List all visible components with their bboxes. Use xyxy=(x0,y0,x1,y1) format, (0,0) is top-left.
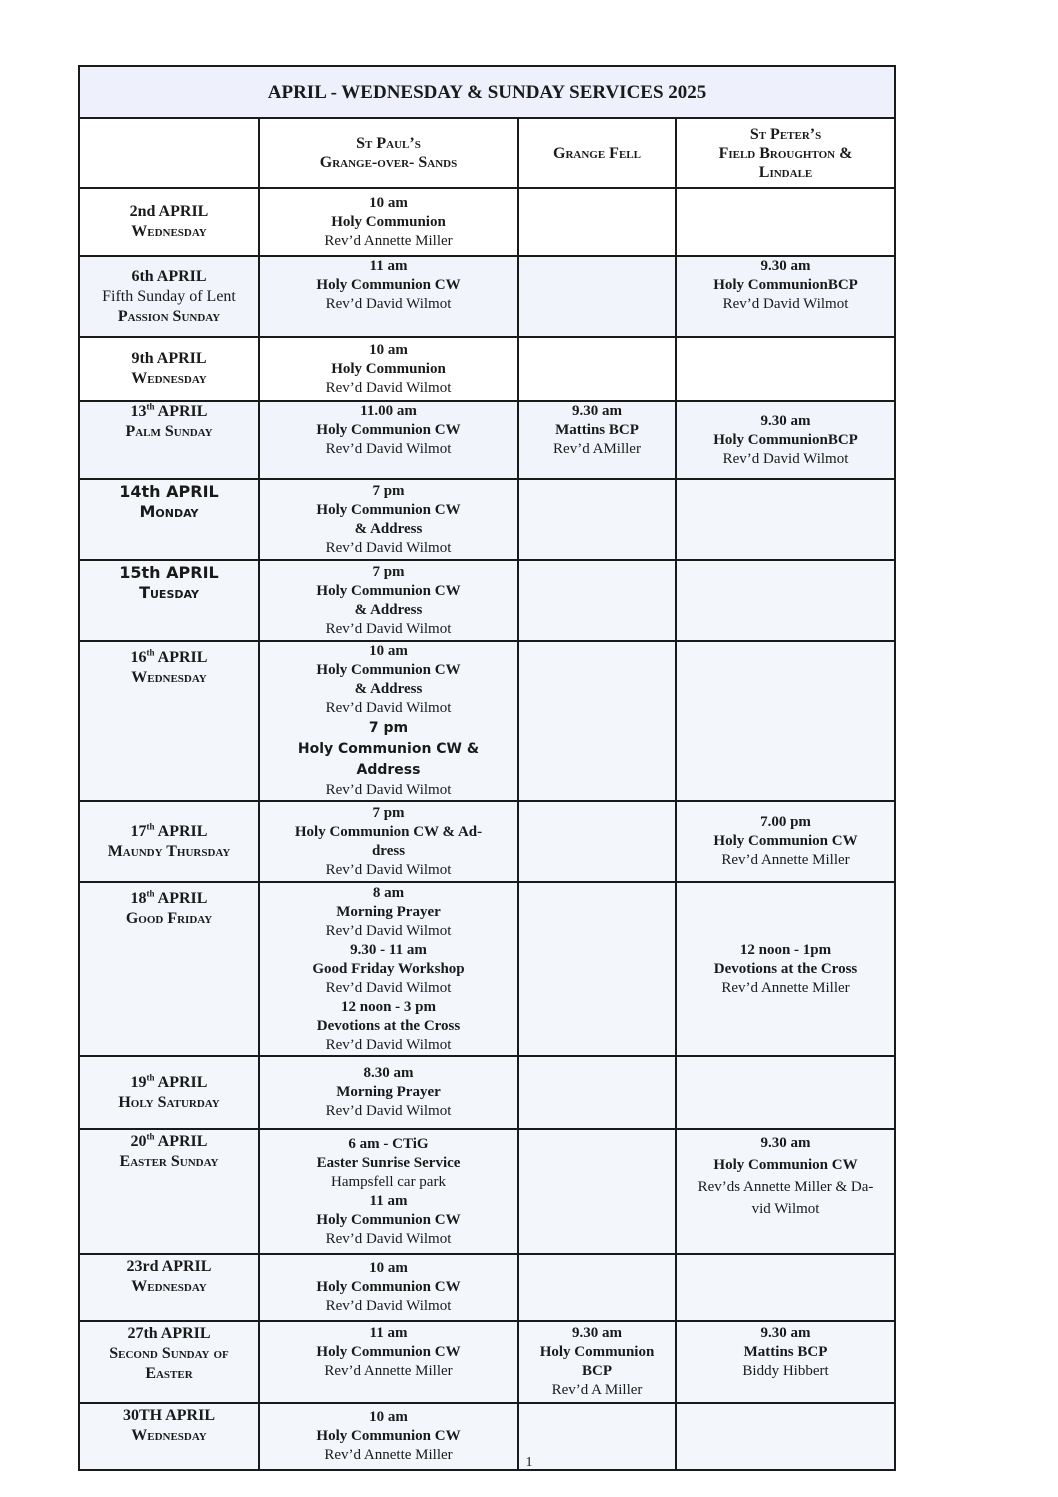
services-table xyxy=(78,65,896,1471)
table-row xyxy=(79,479,895,560)
st-peters-cell xyxy=(676,801,895,882)
date-number: 20 xyxy=(130,1133,147,1150)
table-row xyxy=(79,641,895,801)
day-label: Wednesday xyxy=(131,370,207,387)
service-name: Holy Communion CW & Address xyxy=(297,741,480,778)
officiant: Rev’d Annette Miller xyxy=(721,979,850,996)
service-name: Morning Prayer xyxy=(336,1084,441,1100)
st-pauls-cell xyxy=(259,882,518,1056)
date-label: 6th APRIL xyxy=(131,267,207,285)
table-title: APRIL - WEDNESDAY & SUNDAY SERVICES 2025 xyxy=(79,66,895,118)
service-time: 10 am xyxy=(369,194,408,211)
day-label: Wednesday xyxy=(131,223,207,240)
date-suffix: th xyxy=(146,1072,155,1083)
st-peters-cell xyxy=(676,1056,895,1129)
table-row xyxy=(79,256,895,337)
service-time: 10 am xyxy=(369,1260,408,1276)
table-row xyxy=(79,560,895,641)
date-label: 27th APRIL xyxy=(127,1325,211,1342)
st-pauls-cell xyxy=(259,1254,518,1321)
column-header-st-peters xyxy=(676,118,895,188)
service-name: Mattins BCP xyxy=(743,1344,828,1360)
date-number: 16 xyxy=(130,649,147,666)
service-time: 12 noon - 3 pm xyxy=(340,998,437,1015)
st-peters-cell xyxy=(676,256,895,337)
officiant: Rev’d David Wilmot xyxy=(325,441,452,457)
service-time: 10 am xyxy=(369,1409,408,1425)
service-time: 7 pm xyxy=(372,804,405,821)
st-peters-cell xyxy=(676,479,895,560)
st-pauls-cell xyxy=(259,337,518,401)
date-cell xyxy=(79,1129,259,1254)
date-number: 19 xyxy=(130,1073,147,1091)
service-time: 10 am xyxy=(369,341,408,358)
grange-fell-cell xyxy=(518,1321,676,1403)
service-location: Hampsfell car park xyxy=(331,1173,446,1190)
officiant-cont: vid Wilmot xyxy=(751,1201,820,1217)
st-pauls-cell xyxy=(259,560,518,641)
table-row xyxy=(79,1056,895,1129)
date-cell xyxy=(79,882,259,1056)
officiant: Rev’d David Wilmot xyxy=(325,379,452,396)
st-peters-cell xyxy=(676,337,895,401)
st-pauls-cell xyxy=(259,479,518,560)
date-month: APRIL xyxy=(154,890,208,907)
officiant: Rev’ds Annette Miller & Da- xyxy=(697,1179,874,1195)
service-name: Holy Communion CW xyxy=(316,1211,461,1228)
day-label: Monday xyxy=(139,502,199,521)
header-line: St Paul’s xyxy=(356,135,421,152)
date-label xyxy=(86,1073,252,1093)
service-name: Devotions at the Cross xyxy=(316,1017,461,1034)
date-cell xyxy=(79,337,259,401)
date-label xyxy=(86,889,252,909)
officiant: Rev’d David Wilmot xyxy=(325,861,452,878)
service-time: 8.30 am xyxy=(363,1065,414,1081)
service-time: 9.30 am xyxy=(760,258,811,274)
date-cell xyxy=(79,1056,259,1129)
service-time: 11 am xyxy=(369,1192,408,1209)
officiant: Rev’d David Wilmot xyxy=(325,700,452,716)
officiant: Rev’d David Wilmot xyxy=(325,539,452,556)
service-name-cont: dress xyxy=(371,842,406,859)
st-pauls-cell xyxy=(259,188,518,256)
st-peters-cell xyxy=(676,641,895,801)
service-name: Holy Communion CW xyxy=(713,1157,858,1173)
service-name: Holy Communion CW xyxy=(316,501,461,518)
service-name: Holy CommunionBCP xyxy=(713,277,858,293)
date-suffix: th xyxy=(146,647,155,658)
officiant: Biddy Hibbert xyxy=(742,1363,829,1379)
service-time: 7 pm xyxy=(372,482,405,499)
st-pauls-cell xyxy=(259,1056,518,1129)
service-time: 11 am xyxy=(369,1325,408,1341)
date-suffix: th xyxy=(146,821,155,832)
service-time: 7 pm xyxy=(368,720,409,736)
grange-fell-cell xyxy=(518,641,676,801)
st-peters-cell xyxy=(676,401,895,479)
st-pauls-cell xyxy=(259,801,518,882)
service-time: 7 pm xyxy=(372,563,405,580)
table-row xyxy=(79,882,895,1056)
date-cell xyxy=(79,479,259,560)
date-cell xyxy=(79,801,259,882)
grange-fell-cell xyxy=(518,337,676,401)
day-line: Fifth Sunday of Lent xyxy=(102,287,236,305)
grange-fell-cell xyxy=(518,882,676,1056)
date-cell xyxy=(79,401,259,479)
table-row xyxy=(79,1321,895,1403)
date-suffix: th xyxy=(146,401,155,412)
service-name: Holy CommunionBCP xyxy=(713,431,858,448)
st-peters-cell xyxy=(676,1129,895,1254)
grange-fell-cell xyxy=(518,560,676,641)
table-row xyxy=(79,1129,895,1254)
service-name: Good Friday Workshop xyxy=(312,960,465,977)
date-label xyxy=(86,1132,252,1152)
officiant: Rev’d David Wilmot xyxy=(325,782,452,798)
service-name: Holy Communion CW & Ad- xyxy=(294,823,483,840)
officiant: Rev’d Annette Miller xyxy=(324,1363,453,1379)
date-label: 30TH APRIL xyxy=(122,1407,215,1424)
table-row xyxy=(79,401,895,479)
officiant: Rev’d AMiller xyxy=(553,441,641,457)
date-label: 9th APRIL xyxy=(131,350,207,367)
date-month: APRIL xyxy=(154,403,208,420)
officiant: Rev’d David Wilmot xyxy=(325,1036,452,1053)
officiant: Rev’d A Miller xyxy=(551,1382,643,1398)
date-label xyxy=(86,648,252,668)
day-label-cont: Easter xyxy=(145,1365,193,1382)
service-name: Holy Communion CW xyxy=(316,1428,461,1444)
date-label xyxy=(86,402,252,422)
header-line: Field Broughton & xyxy=(718,144,853,162)
officiant: Rev’d David Wilmot xyxy=(722,450,849,467)
st-peters-cell xyxy=(676,1254,895,1321)
table-row xyxy=(79,337,895,401)
service-name: Holy Communion CW xyxy=(316,1344,461,1360)
service-name: Holy Communion xyxy=(331,360,446,377)
date-suffix: th xyxy=(146,1131,155,1142)
service-time: 11 am xyxy=(369,258,408,274)
grange-fell-cell xyxy=(518,801,676,882)
service-time: 9.30 am xyxy=(572,1325,622,1341)
column-header-date xyxy=(79,118,259,188)
day-label: Maundy Thursday xyxy=(107,842,231,860)
service-time: 8 am xyxy=(372,884,405,901)
service-name: Mattins BCP xyxy=(555,422,639,438)
column-header-st-pauls xyxy=(259,118,518,188)
date-label: 15th APRIL xyxy=(119,563,219,582)
officiant: Rev’d David Wilmot xyxy=(325,296,452,312)
date-label: 14th APRIL xyxy=(119,482,219,501)
service-time: 9.30 am xyxy=(760,1135,811,1151)
service-name: Devotions at the Cross xyxy=(713,960,858,977)
officiant: Rev’d David Wilmot xyxy=(325,1103,452,1119)
day-label: Wednesday xyxy=(131,669,207,686)
date-cell xyxy=(79,1321,259,1403)
service-name: Holy Communion CW xyxy=(316,1279,461,1295)
date-label: 23rd APRIL xyxy=(126,1258,212,1275)
st-peters-cell xyxy=(676,882,895,1056)
day-label: Palm Sunday xyxy=(125,423,213,440)
table-row xyxy=(79,188,895,256)
officiant: Rev’d David Wilmot xyxy=(325,1230,452,1247)
service-time: 10 am xyxy=(369,643,408,659)
officiant: Rev’d David Wilmot xyxy=(325,979,452,996)
date-month: APRIL xyxy=(154,649,208,666)
date-label: 2nd APRIL xyxy=(129,203,209,220)
service-name: Holy Communion xyxy=(331,213,446,230)
service-time: 9.30 am xyxy=(760,1325,811,1341)
header-line: Lindale xyxy=(758,163,813,181)
grange-fell-cell xyxy=(518,479,676,560)
officiant: Rev’d Annette Miller xyxy=(324,1447,453,1463)
date-cell xyxy=(79,1254,259,1321)
service-time: 11.00 am xyxy=(360,403,417,419)
st-peters-cell xyxy=(676,560,895,641)
date-cell xyxy=(79,188,259,256)
service-time: 6 am - CTiG xyxy=(348,1135,429,1152)
service-name: Holy Communion xyxy=(539,1344,655,1360)
st-peters-cell xyxy=(676,1321,895,1403)
date-month: APRIL xyxy=(154,1073,208,1091)
service-name-cont: BCP xyxy=(582,1363,612,1379)
date-label xyxy=(86,822,252,842)
service-time: 9.30 am xyxy=(760,412,811,429)
officiant: Rev’d David Wilmot xyxy=(325,1298,452,1314)
table-row xyxy=(79,801,895,882)
date-suffix: th xyxy=(146,888,155,899)
column-header-grange-fell: Grange Fell xyxy=(518,118,676,188)
day-label: Passion Sunday xyxy=(117,307,221,325)
date-cell xyxy=(79,256,259,337)
day-label: Second Sunday of xyxy=(109,1345,229,1362)
page-number: 1 xyxy=(525,1455,533,1470)
grange-fell-cell xyxy=(518,256,676,337)
header-line: Grange-over- Sands xyxy=(319,154,458,171)
grange-fell-cell xyxy=(518,1129,676,1254)
st-pauls-cell xyxy=(259,641,518,801)
day-label: Holy Saturday xyxy=(118,1093,220,1111)
officiant: Rev’d David Wilmot xyxy=(722,296,849,312)
service-name: Easter Sunrise Service xyxy=(316,1154,461,1171)
officiant: Rev’d David Wilmot xyxy=(325,922,452,939)
date-number: 17 xyxy=(130,822,147,840)
service-time: 9.30 am xyxy=(572,403,622,419)
day-label: Tuesday xyxy=(139,583,199,602)
date-number: 13 xyxy=(130,403,147,420)
service-name: Holy Communion CW xyxy=(316,277,461,293)
grange-fell-cell xyxy=(518,188,676,256)
grange-fell-cell xyxy=(518,1056,676,1129)
date-number: 18 xyxy=(130,890,147,907)
service-name: Holy Communion CW xyxy=(713,833,858,849)
column-header-row xyxy=(79,118,895,188)
st-pauls-cell xyxy=(259,256,518,337)
grange-fell-cell xyxy=(518,401,676,479)
service-time: 9.30 - 11 am xyxy=(350,941,427,958)
service-time: 7.00 pm xyxy=(760,814,811,830)
st-pauls-cell xyxy=(259,1129,518,1254)
officiant: Rev’d Annette Miller xyxy=(721,852,850,868)
officiant: Rev’d Annette Miller xyxy=(324,232,453,249)
day-label: Wednesday xyxy=(131,1427,207,1444)
day-label: Good Friday xyxy=(125,910,213,927)
service-detail: & Address xyxy=(354,681,423,697)
st-pauls-cell xyxy=(259,1321,518,1403)
day-label: Wednesday xyxy=(131,1278,207,1295)
date-cell xyxy=(79,641,259,801)
service-name: Morning Prayer xyxy=(336,903,441,920)
header-line: St Peter’s xyxy=(749,125,822,143)
service-name: Holy Communion CW xyxy=(316,662,461,678)
day-label: Easter Sunday xyxy=(119,1153,219,1170)
service-detail: & Address xyxy=(354,520,423,537)
st-pauls-cell xyxy=(259,401,518,479)
date-cell xyxy=(79,560,259,641)
service-name: Holy Communion CW xyxy=(316,582,461,599)
service-name: Holy Communion CW xyxy=(316,422,461,438)
service-time: 12 noon - 1pm xyxy=(739,941,832,958)
table-row xyxy=(79,1254,895,1321)
date-month: APRIL xyxy=(154,822,208,840)
officiant: Rev’d David Wilmot xyxy=(325,620,452,637)
st-peters-cell xyxy=(676,188,895,256)
date-month: APRIL xyxy=(154,1133,208,1150)
service-detail: & Address xyxy=(354,601,423,618)
grange-fell-cell xyxy=(518,1254,676,1321)
